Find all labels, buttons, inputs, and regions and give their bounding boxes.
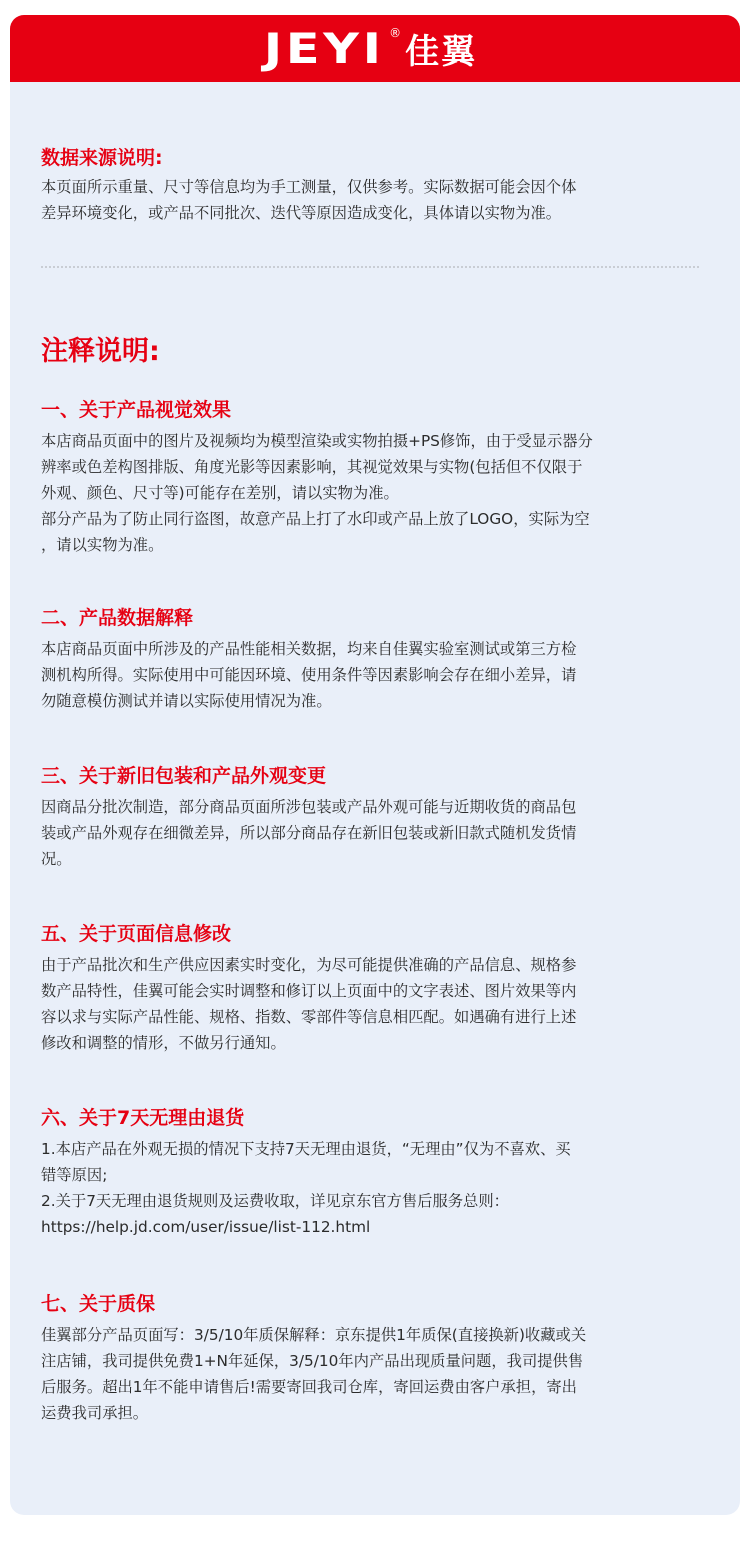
section-line: 外观、颜色、尺寸等)可能存在差别，请以实物为准。 [41,484,399,502]
section-line: 数产品特性，佳翼可能会实时调整和修订以上页面中的文字表述、图片效果等内 [41,982,577,1000]
return-policy-link[interactable]: https://help.jd.com/user/issue/list-112.html [41,1218,371,1236]
section-title: 五、关于页面信息修改 [41,923,232,945]
section-title: 二、产品数据解释 [41,607,194,629]
section-line: 2.关于7天无理由退货规则及运费收取，详见京东官方售后服务总则： [41,1192,509,1210]
brand-header [10,15,740,82]
section-line: 修改和调整的情形，不做另行通知。 [41,1034,286,1052]
section-product-data [41,604,711,714]
section-line: 错等原因; [41,1166,108,1184]
notes-title: 注释说明: [41,336,160,367]
section-title: 七、关于质保 [41,1293,156,1315]
section-line: 勿随意模仿测试并请以实际使用情况为准。 [41,692,332,710]
section-line: 注店铺，我司提供免费1+N年延保，3/5/10年内产品出现质量问题，我司提供售 [41,1352,584,1370]
section-warranty [41,1290,711,1426]
section-visual-effect [41,396,711,558]
section-line: 部分产品为了防止同行盗图，故意产品上打了水印或产品上放了LOGO，实际为空 [41,510,590,528]
notes-title-block [41,334,711,370]
registered-mark: ® [389,26,402,40]
section-line: 由于产品批次和生产供应因素实时变化，为尽可能提供准确的产品信息、规格参 [41,956,577,974]
section-line: 容以求与实际产品性能、规格、指数、零部件等信息相匹配。如遇确有进行上述 [41,1008,577,1026]
section-line: 佳翼部分产品页面写：3/5/10年质保解释：京东提供1年质保(直接换新)收藏或关 [41,1326,587,1344]
brand-name-cn: 佳翼 [405,32,478,72]
data-source-block [41,144,711,226]
brand-name-en: JEYI [263,23,385,73]
section-line: 1.本店产品在外观无损的情况下支持7天无理由退货，“无理由”仅为不喜欢、买 [41,1140,571,1158]
data-source-line: 本页面所示重量、尺寸等信息均为手工测量，仅供参考。实际数据可能会因个体 [41,178,577,196]
data-source-line: 差异环境变化，或产品不同批次、迭代等原因造成变化，具体请以实物为准。 [41,204,562,222]
section-line: 后服务。超出1年不能申请售后!需要寄回我司仓库，寄回运费由客户承担，寄出 [41,1378,577,1396]
dotted-divider [41,266,699,268]
section-return-policy [41,1104,711,1240]
section-line: 况。 [41,850,72,868]
section-page-info [41,920,711,1056]
section-line: 本店商品页面中所涉及的产品性能相关数据，均来自佳翼实验室测试或第三方检 [41,640,577,658]
section-title: 三、关于新旧包装和产品外观变更 [41,765,327,787]
section-line: 辨率或色差构图排版、角度光影等因素影响，其视觉效果与实物(包括但不仅限于 [41,458,583,476]
section-packaging [41,762,711,872]
section-title: 一、关于产品视觉效果 [41,399,232,421]
section-title: 六、关于7天无理由退货 [41,1107,245,1129]
section-line: ，请以实物为准。 [41,536,164,554]
section-line: 因商品分批次制造，部分商品页面所涉包装或产品外观可能与近期收货的商品包 [41,798,577,816]
data-source-title: 数据来源说明: [41,147,163,169]
brand-logo [263,23,478,73]
section-line: 测机构所得。实际使用中可能因环境、使用条件等因素影响会存在细小差异，请 [41,666,577,684]
section-line: 运费我司承担。 [41,1404,149,1422]
section-line: 装或产品外观存在细微差异，所以部分商品存在新旧包装或新旧款式随机发货情 [41,824,577,842]
section-line: 本店商品页面中的图片及视频均为模型渲染或实物拍摄+PS修饰，由于受显示器分 [41,432,593,450]
